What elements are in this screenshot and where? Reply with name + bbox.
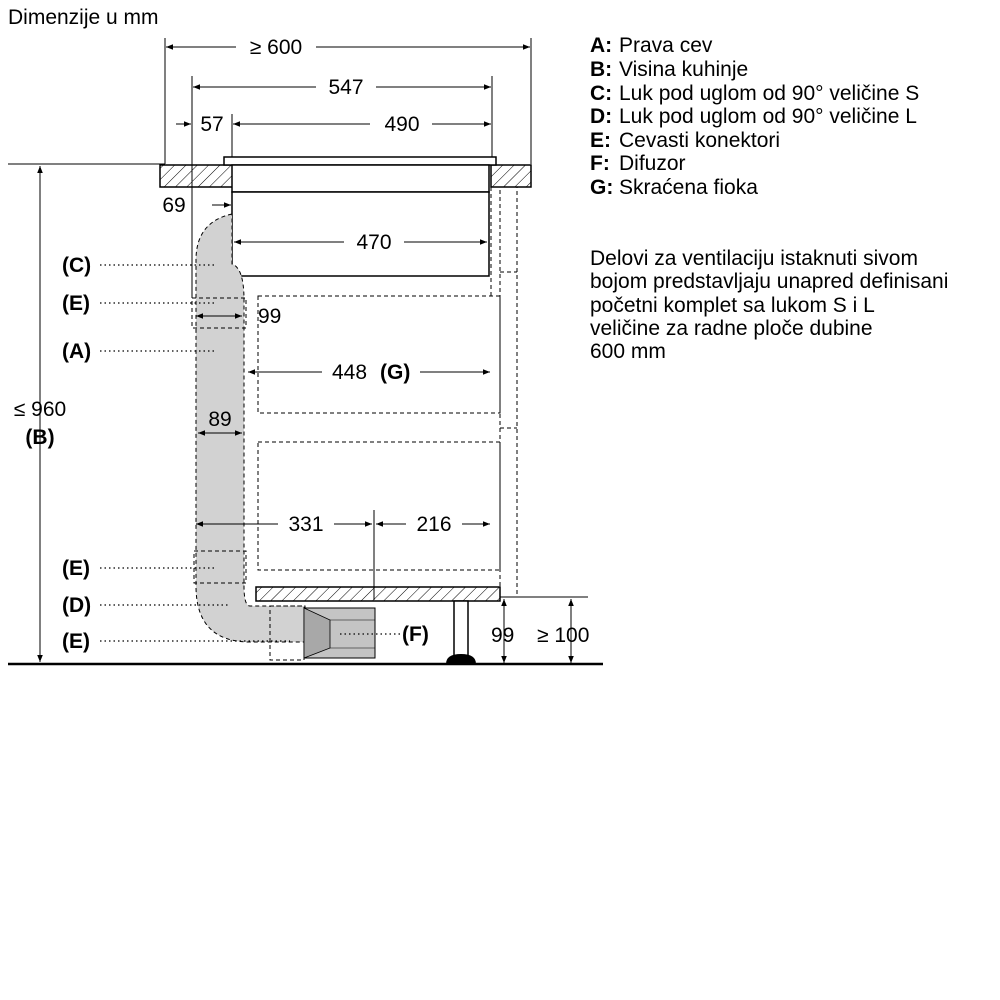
dim-height-tag: (B) [25,426,55,449]
dim-overall-width: ≥ 600 [249,36,303,59]
dim-connector-height: 99 [258,305,282,328]
note-line-2: bojom predstavljaju unapred definisani [590,270,949,293]
worktop-left [160,165,233,187]
dim-unit-width: 470 [356,231,392,254]
legend-key-g: G: [590,176,614,199]
legend-key-c: C: [590,82,613,105]
units-label: Dimenzije u mm [8,6,159,29]
dim-left-span: 331 [288,513,324,536]
worktop-right [491,165,531,187]
callout-e-2: (E) [62,557,90,580]
cabinet-leg [454,601,468,657]
dim-drawer-width: 448 [332,361,368,384]
dim-base-height-1: 99 [491,624,515,647]
dim-height-max: ≤ 960 [13,398,67,421]
callout-f: (F) [402,623,429,646]
legend-key-a: A: [590,34,613,57]
legend-text-g: Skraćena fioka [619,176,758,199]
dim-wall-gap: 69 [162,194,186,217]
note-line-3: početni komplet sa lukom S i L [590,294,875,317]
note-line-1: Delovi za ventilaciju istaknuti sivom [590,247,918,270]
callout-a: (A) [62,340,92,363]
cabinet-foot [446,654,476,664]
legend-text-b: Visina kuhinje [619,58,749,81]
drawer-tag: (G) [380,361,411,384]
legend-text-f: Difuzor [619,152,686,175]
callout-e-1: (E) [62,292,90,315]
legend-key-e: E: [590,129,611,152]
dim-hob-width: 547 [328,76,364,99]
legend-text-c: Luk pod uglom od 90° veličine S [619,82,920,105]
dim-pipe-width: 89 [208,408,232,431]
callout-d: (D) [62,594,92,617]
callout-leaders [100,265,400,641]
dim-right-span: 216 [416,513,452,536]
dim-base-height-2: ≥ 100 [537,624,590,647]
legend-text-e: Cevasti konektori [619,129,781,152]
legend-text-d: Luk pod uglom od 90° veličine L [619,105,917,128]
legend-key-f: F: [590,152,610,175]
dim-cutout: 490 [384,113,420,136]
hob-frame [232,165,489,192]
callout-c: (C) [62,254,92,277]
note-line-5: 600 mm [590,340,666,363]
hob-glass [224,157,496,165]
note-line-4: veličine za radne ploče dubine [590,317,873,340]
legend-key-d: D: [590,105,613,128]
callout-e-3: (E) [62,630,90,653]
legend-key-b: B: [590,58,613,81]
legend-text-a: Prava cev [619,34,713,57]
dim-offset: 57 [200,113,224,136]
note [590,247,948,363]
legend [590,34,919,199]
cabinet-bottom [256,587,500,601]
